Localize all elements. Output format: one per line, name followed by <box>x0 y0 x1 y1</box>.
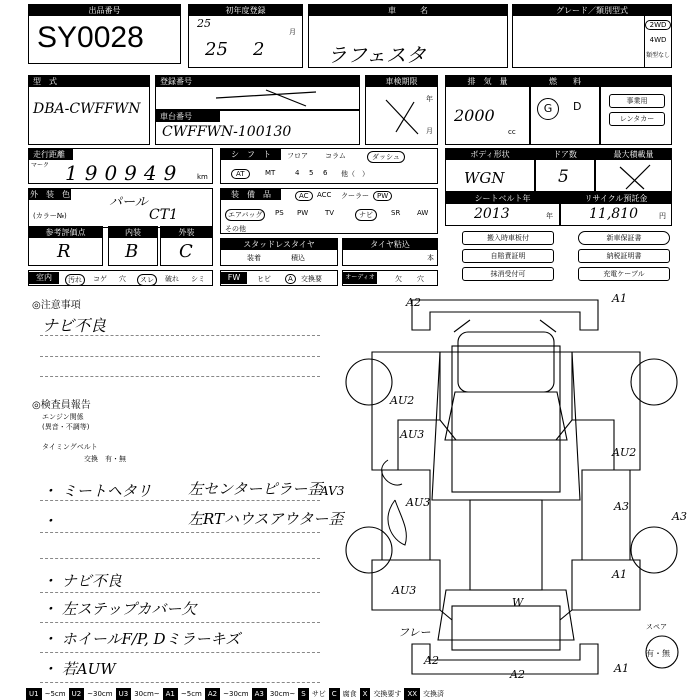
report-rule-7 <box>40 682 320 683</box>
shift-gear-5: 5 <box>309 169 314 177</box>
score-label: 参考評価点 <box>29 227 102 238</box>
report-rule-6 <box>40 652 320 653</box>
grade-label: グレード／類別型式 <box>513 5 671 16</box>
max-load-label: 最大積載量 <box>596 149 671 160</box>
displacement-box <box>445 75 530 145</box>
mileage-unit: km <box>197 173 208 181</box>
report-item-5: ・ ホイールF/P, Dミラーキズ <box>42 630 241 648</box>
color-code: CT1 <box>149 207 178 223</box>
legend-x-desc: 交換要す <box>373 690 402 698</box>
shift-mt: MT <box>265 169 276 177</box>
diagram-mark-a1-right: A1 <box>612 568 627 581</box>
equip-navi: ナビ <box>355 209 377 221</box>
interior-value: B <box>125 241 139 262</box>
audio-hole: 穴 <box>417 275 424 283</box>
model-value: DBA-CWFFWN <box>33 101 141 117</box>
diagram-mark-au2-right: AU2 <box>612 446 637 459</box>
equip-ac: AC <box>295 191 313 201</box>
grade-box <box>512 4 672 68</box>
report-extra-1: 左センターピラー歪 <box>188 480 323 498</box>
spare-label: スペア <box>646 623 667 631</box>
grade-options <box>644 16 671 67</box>
color-code-label: (カラー№) <box>33 212 67 220</box>
usage-box <box>600 75 672 145</box>
room-condition-row <box>28 270 213 286</box>
diagram-mark-frame: フレー <box>398 626 431 639</box>
report-extra-2: 左RTハウスアウター歪 <box>188 510 344 528</box>
doc-tax-certificate: 納税証明書 <box>578 249 670 263</box>
exterior-label: 外装 <box>161 227 212 238</box>
inspection-year-unit: 年 <box>426 95 433 103</box>
legend-a2-code: A2 <box>205 688 220 700</box>
fuel-box <box>530 75 600 145</box>
shift-column: コラム <box>325 152 346 160</box>
report-item-3: ・ ナビ不良 <box>42 572 122 590</box>
shift-label: シ フ ト <box>221 149 281 160</box>
legend-u2-desc: ~30cm <box>87 690 113 698</box>
recycle-deposit-label: リサイクル預託金 <box>561 193 671 204</box>
mileage-box <box>28 148 213 184</box>
legend-c-desc: 腐食 <box>342 690 357 698</box>
color-label: 外 装 色 <box>30 190 70 199</box>
model-box <box>28 75 150 145</box>
recycle-deposit-value: 11,810 <box>589 206 638 222</box>
chassis-number-label: 車台番号 <box>156 111 220 122</box>
legend-xx-code: XX <box>404 688 420 700</box>
report-rule-5 <box>40 622 320 623</box>
grade-opt-2wd: 2WD <box>645 20 671 30</box>
spare-options: 有・無 <box>646 649 670 658</box>
legend-u3-code: U3 <box>116 688 132 700</box>
legend-xx-desc: 交換済 <box>423 690 445 698</box>
legend-s-code: S <box>298 688 308 700</box>
displacement-value: 2000 <box>454 106 495 125</box>
equip-acc: ACC <box>317 191 332 199</box>
first-registration-month-unit: 月 <box>289 28 296 36</box>
score-box <box>28 226 103 266</box>
report-item-1: ・ ミートヘタリ <box>42 482 152 500</box>
chassis-number-value: CWFFWN-100130 <box>162 124 292 140</box>
fw-a: A <box>285 274 296 284</box>
diagram-mark-a2-bottom-left: A2 <box>424 654 439 667</box>
car-name-label: 車 名 <box>309 5 507 16</box>
seatbelt-year-box <box>445 192 560 226</box>
studless-label: スタッドレスタイヤ <box>221 239 337 250</box>
first-registration-box <box>188 4 303 68</box>
legend-u1-code: U1 <box>26 688 42 700</box>
diagram-mark-au3-left2: AU3 <box>406 496 431 509</box>
diagram-mark-au3-left1: AU3 <box>400 428 425 441</box>
report-item-6: ・ 若AUW <box>42 660 116 678</box>
room-tear: 破れ <box>165 275 179 283</box>
report-engine: エンジン関係 <box>42 413 84 421</box>
mileage-label: 走行距離 <box>29 149 73 160</box>
inspection-expiry-box <box>365 75 438 145</box>
room-label: 室内 <box>29 272 59 284</box>
displacement-unit: cc <box>508 128 516 136</box>
equip-tv: TV <box>325 209 335 217</box>
body-type-label: ボディ形状 <box>446 149 534 160</box>
audio-row <box>342 270 438 286</box>
legend-a3-desc: 30cm~ <box>269 690 296 698</box>
fuel-label: 燃 料 <box>531 76 599 87</box>
shift-other: 他（ ） <box>341 170 369 178</box>
notes-rule-1 <box>40 335 320 336</box>
doc-carry-in-plate: 搬入時車板付 <box>462 231 554 245</box>
tire-label: タイヤ粘込 <box>343 239 437 250</box>
legend-a2-desc: ~30cm <box>223 690 249 698</box>
notes-label: ◎注意事項 <box>32 300 81 311</box>
equip-pw-top: PW <box>373 191 392 201</box>
tire-unit: 本 <box>427 254 434 262</box>
audio-missing: 欠 <box>395 275 402 283</box>
first-registration-year: 25 <box>205 39 228 60</box>
doc-liability-insurance: 自賠責証明 <box>462 249 554 263</box>
equip-airbag: エアバッグ <box>225 209 265 221</box>
score-value: R <box>57 241 71 262</box>
shift-gear-4: 4 <box>295 169 300 177</box>
report-extra-1b: AV3 <box>320 484 345 498</box>
room-burn: コゲ <box>93 275 107 283</box>
car-name-value: ラフェスタ <box>327 43 426 67</box>
lot-number-label: 出品番号 <box>29 5 180 16</box>
equip-sr: SR <box>391 209 401 217</box>
report-timing: タイミングベルト <box>42 443 98 451</box>
color-box <box>28 188 213 228</box>
color-name: パール <box>109 195 148 210</box>
fuel-diesel: D <box>573 100 582 113</box>
doors-box <box>535 148 595 192</box>
studless-loaded: 積込 <box>291 254 305 262</box>
shift-box <box>220 148 438 184</box>
diagram-mark-a2-top: A2 <box>406 296 421 309</box>
report-engine-sub: (異音・不調等) <box>42 423 90 431</box>
registration-number-strike <box>156 76 361 111</box>
car-name-box <box>308 4 508 68</box>
registration-number-label: 登録番号 <box>156 76 359 87</box>
exterior-box <box>160 226 213 266</box>
first-registration-label: 初年度登録 <box>189 5 302 16</box>
seatbelt-year-unit: 年 <box>546 212 553 220</box>
lot-number-value: SY0028 <box>37 21 144 54</box>
legend-u1-desc: ~5cm <box>44 690 66 698</box>
grade-opt-none: 類型なし <box>645 52 670 59</box>
body-type-value: WGN <box>464 169 505 187</box>
fw-row <box>220 270 338 286</box>
equip-other: その他 <box>225 225 246 233</box>
diagram-mark-au3-left3: AU3 <box>392 584 417 597</box>
recycle-deposit-box <box>560 192 672 226</box>
lot-number-box <box>28 4 181 64</box>
diagram-mark-a1-bottom-right: A1 <box>614 662 629 675</box>
fw-replace: 交換要 <box>301 275 322 283</box>
audio-label: オーディオ <box>343 272 377 284</box>
tire-box <box>342 238 438 266</box>
doors-label: ドア数 <box>536 149 594 160</box>
legend-a1-code: A1 <box>163 688 178 700</box>
legend-c-code: C <box>329 688 340 700</box>
report-rule-1 <box>40 500 320 501</box>
doc-charging-cable: 充電ケーブル <box>578 267 670 281</box>
studless-box <box>220 238 338 266</box>
seatbelt-year-label: シートベルト年 <box>446 193 559 204</box>
doc-new-car-warranty: 新車保証書 <box>578 231 670 245</box>
inspection-strike <box>366 76 439 146</box>
report-timing-opts: 交換 有・無 <box>84 455 126 463</box>
legend-u3-desc: 30cm~ <box>134 690 160 698</box>
first-registration-era: 25 <box>197 17 211 30</box>
mileage-marker: マーク <box>31 162 50 169</box>
report-rule-4 <box>40 592 320 593</box>
room-stain: 汚れ <box>65 274 85 286</box>
doc-deregistration: 抹消受付可 <box>462 267 554 281</box>
inspection-expiry-label: 車検期限 <box>366 76 437 87</box>
registration-number-box <box>155 75 360 110</box>
shift-floor: フロア <box>287 152 308 160</box>
legend-u2-code: U2 <box>69 688 85 700</box>
legend-a3-code: A3 <box>252 688 267 700</box>
usage-rental: レンタカー <box>609 112 665 126</box>
exterior-value: C <box>179 241 193 262</box>
damage-legend <box>26 688 447 700</box>
grade-opt-4wd: 4WD <box>649 36 667 44</box>
first-registration-month: 2 <box>253 39 265 60</box>
notes-rule-2 <box>40 356 320 357</box>
interior-label: 内装 <box>109 227 157 238</box>
max-load-box <box>595 148 672 192</box>
fw-crack: ヒビ <box>257 275 271 283</box>
body-type-box <box>445 148 535 192</box>
diagram-mark-a3-far-right: A3 <box>672 510 687 523</box>
diagram-mark-a3-right: A3 <box>614 500 629 513</box>
equipment-box <box>220 188 438 234</box>
interior-box <box>108 226 158 266</box>
seatbelt-year-value: 2013 <box>474 206 510 222</box>
report-item-4: ・ 左ステップカバー欠 <box>42 600 197 618</box>
shift-gear-6: 6 <box>323 169 328 177</box>
doors-value: 5 <box>558 167 569 187</box>
max-load-strike <box>596 149 673 193</box>
equip-cooler: クーラー <box>341 192 369 200</box>
legend-s-desc: サビ <box>311 690 326 698</box>
report-item-2: ・ <box>42 512 58 530</box>
inspection-month-unit: 月 <box>426 127 433 135</box>
chassis-number-box <box>155 110 360 145</box>
equip-aw: AW <box>417 209 429 217</box>
recycle-deposit-unit: 円 <box>659 212 666 220</box>
report-rule-3 <box>40 558 320 559</box>
equipment-label: 装 備 品 <box>221 189 281 200</box>
room-hole: 穴 <box>119 275 126 283</box>
model-label: 型 式 <box>29 76 149 87</box>
room-scuff: スレ <box>137 274 157 286</box>
legend-a1-desc: ~5cm <box>180 690 202 698</box>
fuel-gasoline: G <box>537 98 559 120</box>
diagram-mark-a2-bottom-mid: A2 <box>510 668 525 681</box>
diagram-mark-au2-left: AU2 <box>390 394 415 407</box>
notes-line-1: ナビ不良 <box>42 316 107 335</box>
diagram-mark-a1-top: A1 <box>612 292 627 305</box>
shift-at: AT <box>231 169 250 179</box>
room-spot: シミ <box>191 275 205 283</box>
equip-pw: PW <box>297 209 309 217</box>
shift-dash: ダッシュ <box>367 151 405 163</box>
usage-business: 事業用 <box>609 94 665 108</box>
displacement-label: 排 気 量 <box>446 76 529 87</box>
legend-x-code: X <box>360 688 371 700</box>
studless-mounted: 装着 <box>247 254 261 262</box>
report-rule-2 <box>40 532 320 533</box>
diagram-mark-w: W <box>512 596 524 609</box>
report-label: ◎検査員報告 <box>32 400 91 411</box>
mileage-value: 190949 <box>65 161 184 185</box>
notes-rule-3 <box>40 376 320 377</box>
equip-ps: PS <box>275 209 284 217</box>
fw-label: FW <box>221 272 247 284</box>
